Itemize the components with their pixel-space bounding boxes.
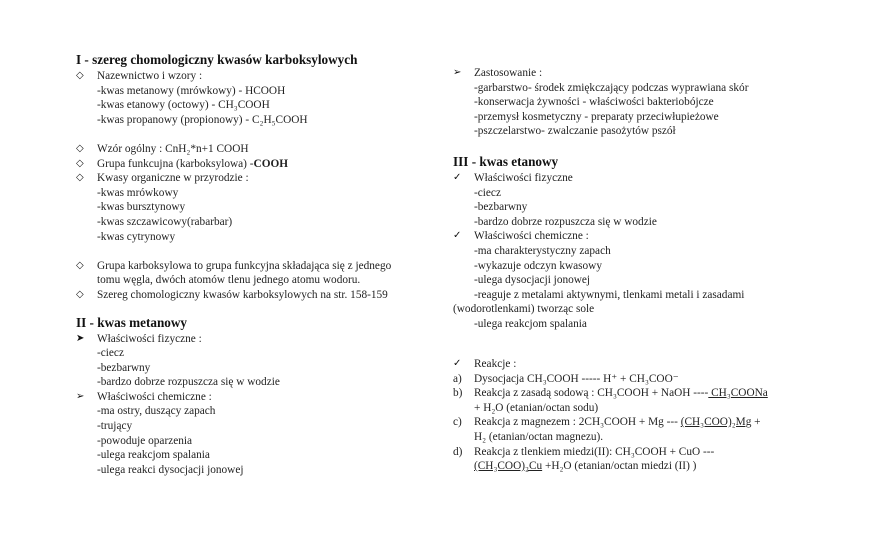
list-item: -ulega reakci dysocjacji jonowej [97, 463, 244, 476]
reaction-a [453, 372, 833, 387]
reaction-letter: d) [453, 445, 463, 458]
list-item: -bardzo dobrze rozpuszcza się w wodzie [474, 215, 657, 228]
reaction-text: Reakcja z tlenkiem miedzi(II): CH₃COOH + CuO --- [474, 445, 715, 458]
chemical-properties-label: Właściwości chemiczne : [474, 230, 589, 243]
naming-item [76, 69, 446, 84]
formula-item [76, 142, 446, 157]
carboxyl-group-item [76, 259, 446, 288]
reaction-product: (CH₃COO)₂Mg [680, 416, 752, 429]
arrow-bullet-icon: ➤ [76, 332, 85, 344]
series-reference-item [76, 288, 446, 303]
reaction-text: Reakcja z zasadą sodową : CH₃COOH + NaOH ---- [474, 387, 709, 400]
list-item: -trujący [97, 420, 133, 433]
list-item: -powoduje oparzenia [97, 434, 193, 447]
arrow-bullet-icon: ➢ [76, 390, 85, 402]
physical-properties-label: Właściwości fizyczne : [97, 332, 202, 345]
arrow-bullet-icon: ➢ [453, 67, 462, 78]
functional-group-value: COOH [253, 157, 289, 170]
naming-label: Nazewnictwo i wzory : [97, 70, 203, 82]
check-bullet-icon: ✓ [453, 172, 462, 183]
uses-section [453, 66, 833, 139]
list-item: -przemysł kosmetyczny - preparaty przeciwłupieżowe [474, 110, 719, 123]
carboxyl-definition-line1: Grupa karboksylowa to grupa funkcyjna składająca się z jednego [97, 259, 392, 272]
carboxyl-definition-line2: tomu węgla, dwóch atomów tlenu jednego atomu wodoru. [97, 274, 361, 287]
reaction-product: CH₃COONa [708, 387, 768, 400]
physical-properties-list [76, 346, 446, 390]
list-item: -bezbarwny [474, 201, 528, 214]
reaction-d [453, 445, 833, 474]
list-item: -ma charakterystyczny zapach [474, 244, 611, 257]
diamond-bullet-icon: ◇ [76, 157, 84, 169]
list-item: -ulega reakcjom spalania [97, 449, 210, 462]
list-item: -ma ostry, duszący zapach [97, 405, 216, 418]
list-item: -kwas propanowy (propionowy) - C₂H₅COOH [97, 113, 308, 126]
uses-list [453, 81, 833, 139]
reaction-text-line2: + H₂O (etanian/octan sodu) [474, 401, 599, 414]
reaction-letter: b) [453, 387, 463, 400]
reaction-b [453, 386, 833, 415]
heading-ethanoic-acid: III - kwas etanowy [453, 154, 559, 169]
physical-properties-item [76, 332, 446, 347]
series-reference: Szereg chomologiczny kwasów karboksylowych na str. 158-159 [97, 288, 388, 301]
chemical-properties-list [453, 244, 833, 302]
reaction-c [453, 415, 833, 444]
list-item: -kwas metanowy (mrówkowy) - HCOOH [97, 84, 286, 97]
organic-acids-label: Kwasy organiczne w przyrodzie : [97, 172, 249, 185]
physical-properties-label: Właściwości fizyczne [474, 172, 573, 184]
chemical-properties-item [76, 390, 446, 405]
diamond-bullet-icon: ◇ [76, 70, 84, 81]
heading-carboxylic-series: I - szereg chomologiczny kwasów karboksylowych [76, 52, 358, 67]
check-bullet-icon: ✓ [453, 230, 462, 242]
list-item: -ciecz [474, 186, 501, 199]
list-item: -kwas szczawicowy(rabarbar) [97, 215, 233, 228]
physical-properties-item [453, 171, 833, 186]
check-bullet-icon: ✓ [453, 358, 462, 369]
general-formula: Wzór ogólny : CnH₂*n+1 COOH [97, 142, 249, 155]
chemical-properties-list [76, 404, 446, 477]
list-item: -garbarstwo- środek zmiękczający podczas wyprawiana skór [474, 81, 749, 94]
reaction-text-line2: H₂ (etanian/octan magnezu). [474, 430, 604, 443]
list-item: -bardzo dobrze rozpuszcza się w wodzie [97, 376, 280, 389]
list-item: -ciecz [97, 347, 124, 360]
reaction-text: Reakcja z magnezem : 2CH₃COOH + Mg --- [474, 416, 681, 429]
reaction-text: Dysocjacja CH₃COOH ----- H⁺ + CH₃COO⁻ [474, 372, 679, 385]
physical-properties-list [453, 186, 833, 230]
list-item: -kwas etanowy (octowy) - CH₃COOH [97, 99, 270, 112]
reactions-item [453, 357, 833, 372]
chemical-properties-label: Właściwości chemiczne : [97, 390, 212, 403]
list-item: -kwas bursztynowy [97, 201, 186, 214]
heading-methanoic-acid: II - kwas metanowy [76, 314, 187, 330]
list-item: -bezbarwny [97, 361, 151, 374]
list-item: -kwas cytrynowy [97, 230, 176, 243]
functional-group-item [76, 157, 446, 172]
ethanoic-section [453, 154, 833, 332]
list-item-wrap: (wodorotlenkami) tworząc sole [453, 303, 595, 316]
chemical-properties-item [453, 229, 833, 244]
diamond-bullet-icon: ◇ [76, 142, 84, 154]
reaction-plus: + [751, 416, 761, 429]
list-item: -ulega dysocjacji jonowej [474, 274, 591, 287]
list-item: -wykazuje odczyn kwasowy [474, 259, 602, 272]
list-item: -reaguje z metalami aktywnymi, tlenkami metali i zasadami [474, 288, 745, 301]
organic-acids-item [76, 171, 446, 186]
organic-acids-list [76, 186, 446, 244]
functional-group-label: Grupa funkcujna (karboksylowa) - [97, 157, 254, 170]
uses-label: Zastosowanie : [474, 67, 543, 79]
left-column [76, 52, 446, 477]
uses-item [453, 66, 833, 81]
reaction-product: (CH₃COO)₂Cu [474, 460, 543, 473]
reaction-letter: c) [453, 416, 462, 429]
list-item: -kwas mrówkowy [97, 186, 179, 199]
list-item: -pszczelarstwo- zwalczanie pasożytów pszół [474, 125, 676, 138]
diamond-bullet-icon: ◇ [76, 259, 84, 271]
diamond-bullet-icon: ◇ [76, 288, 84, 300]
naming-list [76, 84, 446, 128]
reactions-section [453, 357, 833, 474]
list-item: -konserwacja żywności - właściwości bakteriobójcze [474, 96, 714, 109]
list-item: -ulega reakcjom spalania [474, 317, 587, 330]
reaction-letter: a) [453, 372, 462, 385]
reaction-text-line2: +H₂O (etanian/octan miedzi (II) ) [542, 460, 697, 473]
reactions-label: Reakcje : [474, 358, 517, 370]
diamond-bullet-icon: ◇ [76, 172, 84, 184]
